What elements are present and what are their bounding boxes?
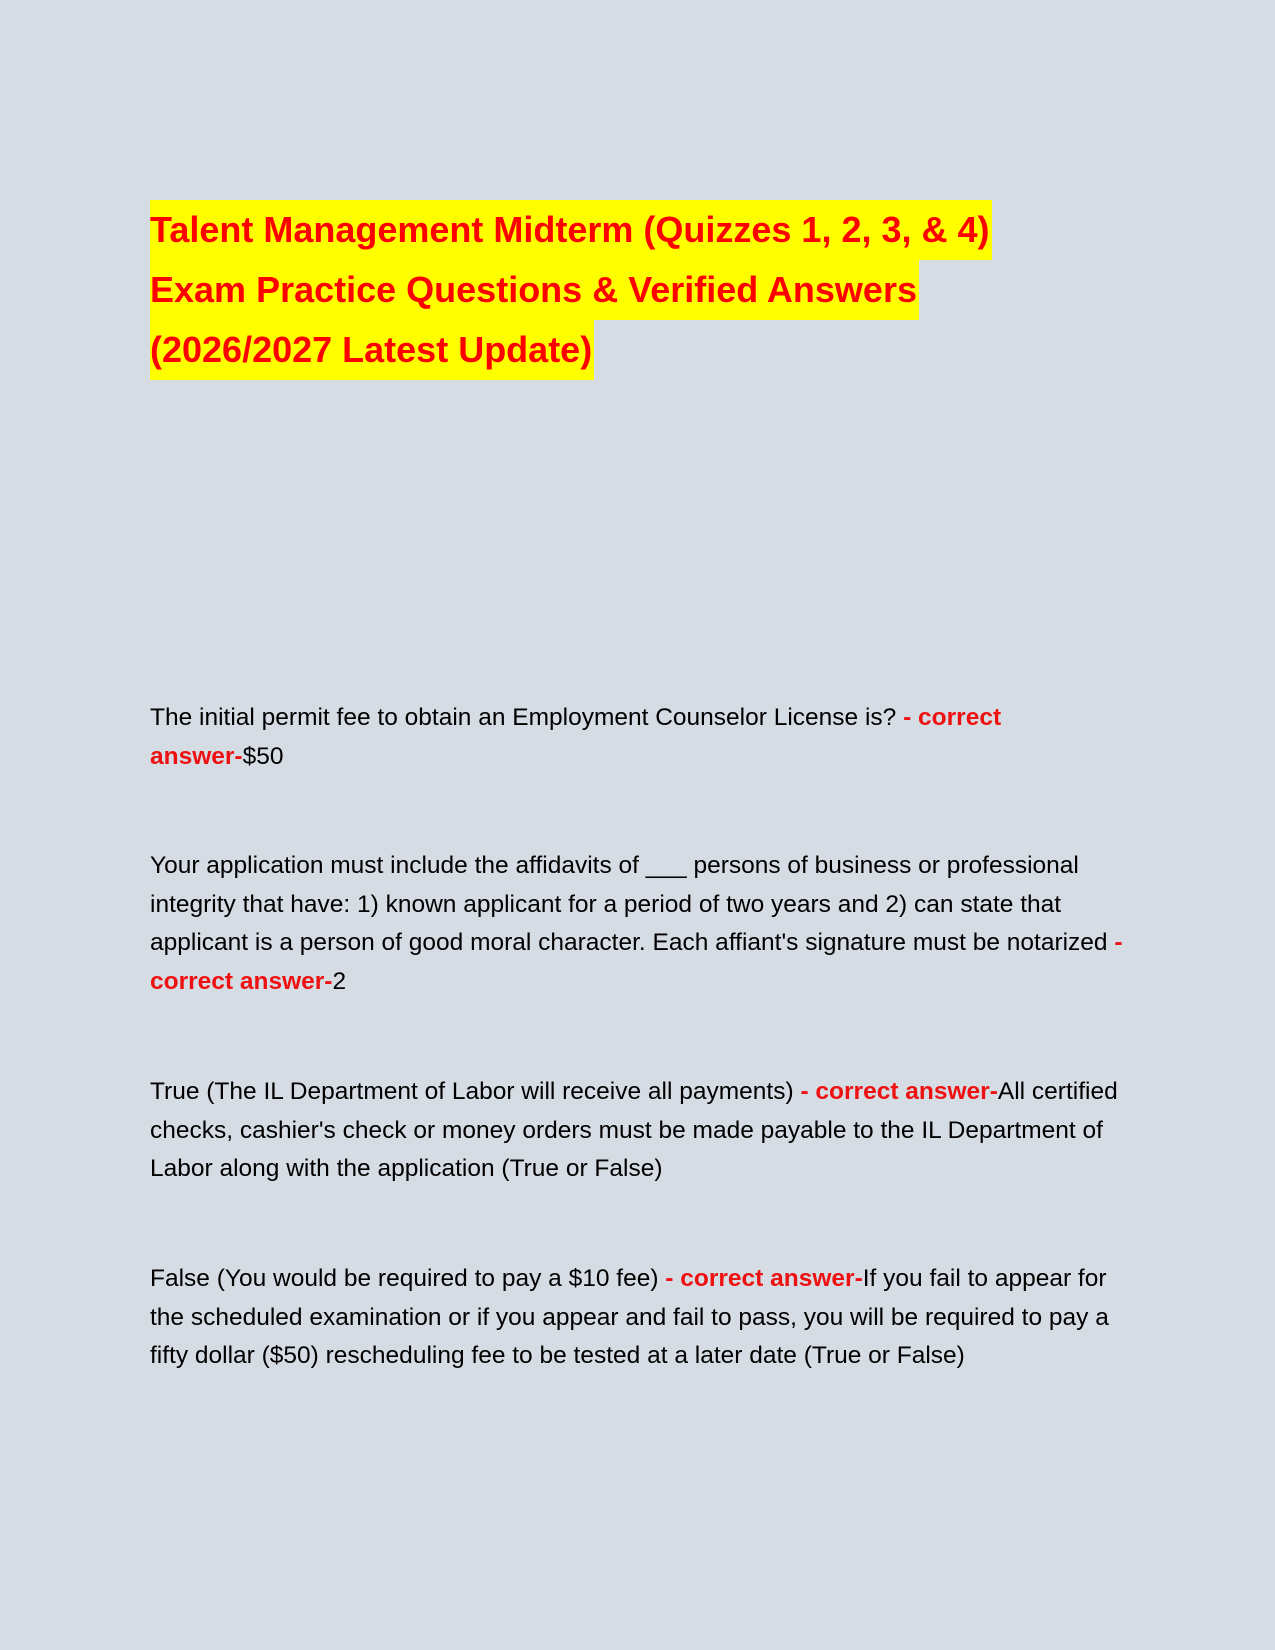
qa-prompt: False (You would be required to pay a $10 fee)	[150, 1265, 666, 1292]
qa-answer: 2	[332, 967, 347, 995]
qa-item-2	[150, 847, 1130, 1001]
qa-prompt: The initial permit fee to obtain an Employment Counselor License is?	[150, 704, 904, 731]
qa-prompt: Your application must include the affidavits of ___ persons of business or professional integrity that have: 1) known applicant for a period of two years and 2) can state that applicant is a person of good moral character. Each affiant's signature must be notarized	[150, 852, 1115, 956]
title-line-1: Talent Management Midterm (Quizzes 1, 2, 3, & 4)	[150, 200, 992, 260]
title-line-3: (2026/2027 Latest Update)	[150, 320, 594, 380]
title-line-2: Exam Practice Questions & Verified Answers	[150, 260, 919, 320]
correct-answer-marker: - correct answer-	[150, 704, 1002, 770]
qa-prompt: True (The IL Department of Labor will receive all payments)	[150, 1078, 801, 1105]
correct-answer-marker: - correct answer-	[800, 1078, 998, 1105]
qa-item-4	[150, 1260, 1130, 1376]
qa-answer: All certified checks, cashier's check or money orders must be made payable to the IL Department of Labor along with the application (True or False)	[150, 1078, 1118, 1182]
correct-answer-marker: - correct answer-	[665, 1265, 863, 1292]
qa-answer: $50	[242, 742, 284, 770]
qa-item-1	[150, 699, 1130, 776]
qa-answer: If you fail to appear for the scheduled examination or if you appear and fail to pass, you will be required to pay a fifty dollar ($50) rescheduling fee to be tested at a later date (True or False)	[150, 1265, 1109, 1369]
qa-item-3	[150, 1073, 1130, 1189]
document-title	[150, 200, 1150, 380]
correct-answer-marker: - correct answer-	[150, 929, 1123, 995]
